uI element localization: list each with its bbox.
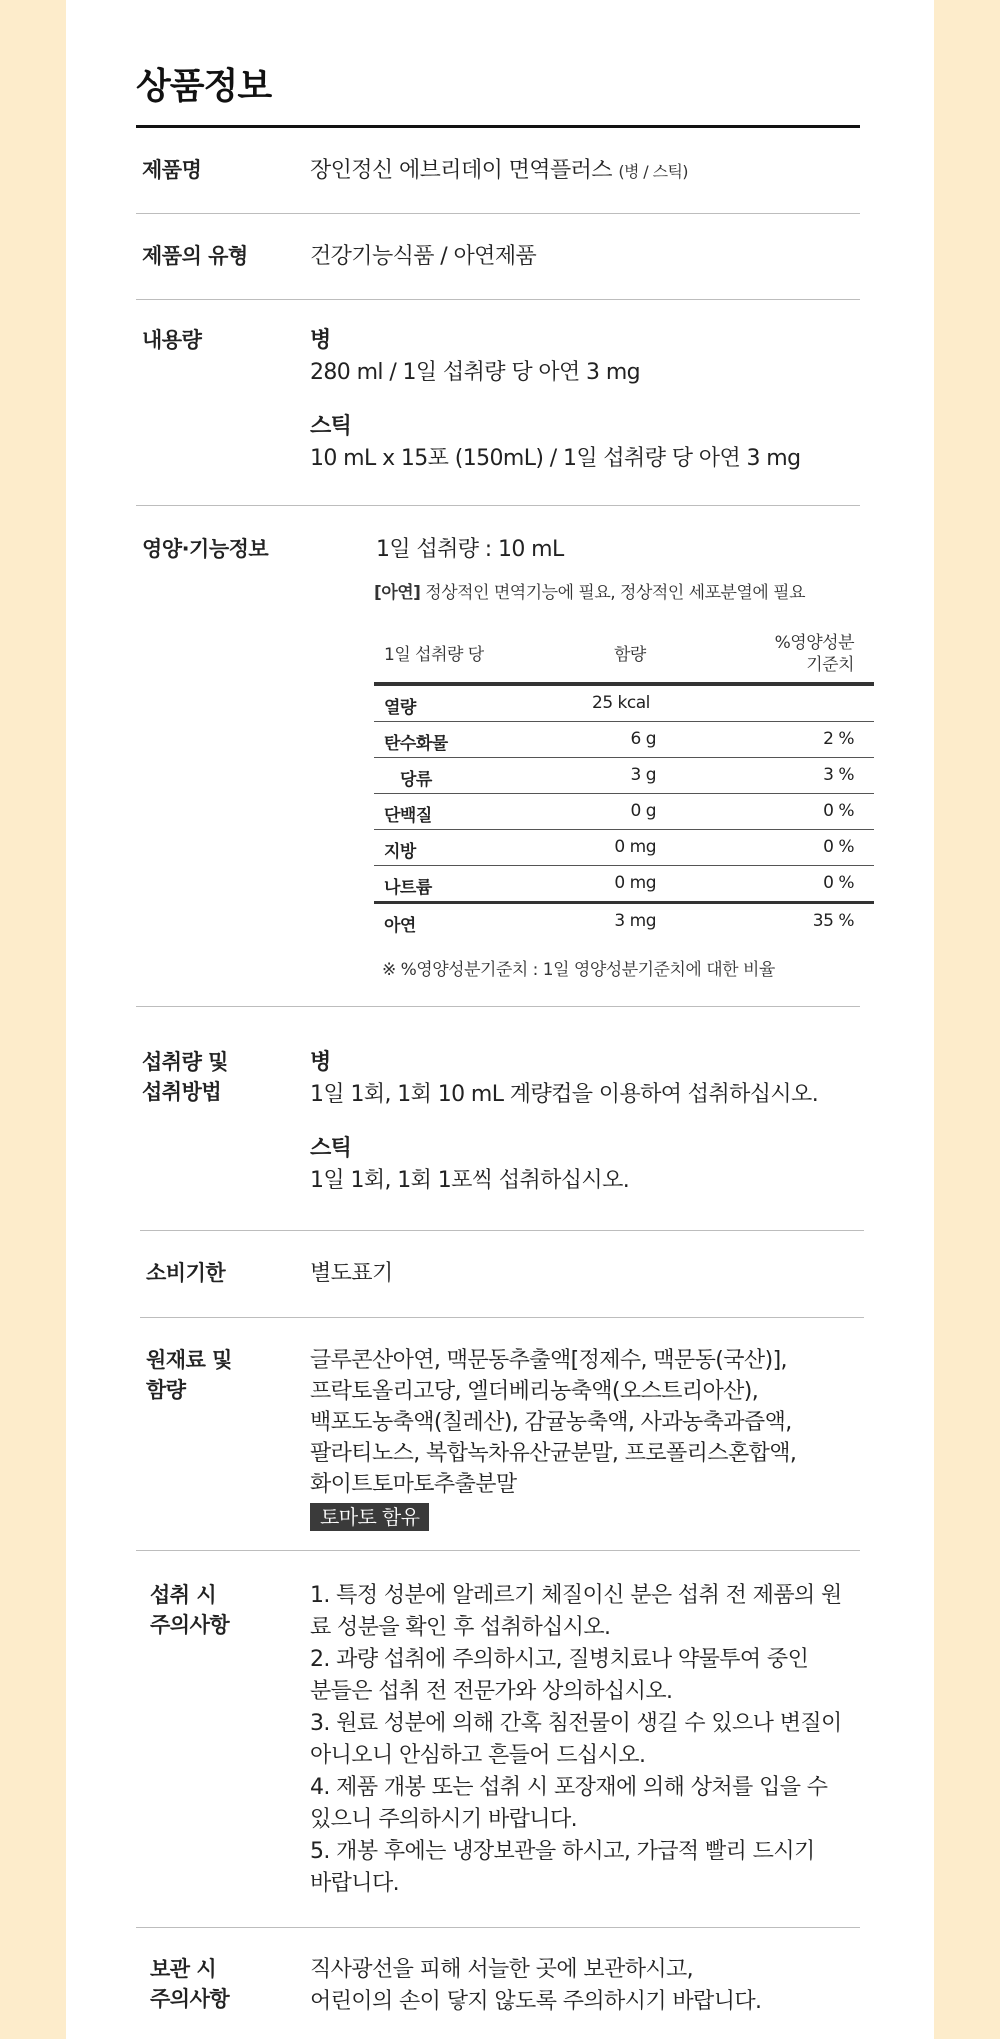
nutrient-amount: 25 kcal — [592, 693, 650, 713]
table-row — [374, 904, 874, 939]
page-title: 상품정보 — [136, 66, 272, 107]
zinc-desc: 정상적인 면역기능에 필요, 정상적인 세포분열에 필요 — [425, 583, 806, 603]
nutrition-footnote: ※ %영양성분기준치 : 1일 영양성분기준치에 대한 비율 — [382, 960, 775, 980]
ingredients-value — [310, 1345, 870, 1533]
intake-label-line1: 섭취량 및 — [142, 1050, 228, 1074]
storage-value — [310, 1954, 870, 2018]
nutrient-name: 당류 — [400, 770, 432, 790]
header-serving: 1일 섭취량 당 — [384, 645, 484, 665]
caution-line: 5. 개봉 후에는 냉장보관을 하시고, 가급적 빨리 드시기 — [310, 1839, 815, 1864]
intake-stick-value: 1일 1회, 1회 1포씩 섭취하십시오. — [310, 1168, 630, 1193]
expiry-label: 소비기한 — [146, 1261, 226, 1285]
ingredient-line: 백포도농축액(칠레산), 감귤농축액, 사과농축과즙액, — [310, 1410, 792, 1435]
divider — [136, 1006, 860, 1007]
divider — [140, 1230, 864, 1231]
ingredients-label — [146, 1345, 232, 1405]
caution-line: 2. 과량 섭취에 주의하시고, 질병치료나 약물투여 중인 — [310, 1647, 809, 1672]
product-name-text: 장인정신 에브리데이 면역플러스 — [310, 158, 612, 183]
table-row — [374, 686, 874, 721]
divider — [136, 1927, 860, 1928]
nutrient-percent: 0 % — [823, 873, 854, 893]
nutrient-percent: 3 % — [823, 765, 854, 785]
ingredient-line: 화이트토마토추출분말 — [310, 1472, 517, 1497]
caution-value — [310, 1580, 870, 1900]
table-row — [374, 866, 874, 901]
header-standard: 기준치 — [806, 655, 854, 675]
product-type-value: 건강기능식품 / 아연제품 — [310, 244, 537, 269]
divider — [136, 505, 860, 506]
nutrition-table-header — [374, 628, 874, 682]
caution-line: 료 성분을 확인 후 섭취하십시오. — [310, 1615, 611, 1640]
caution-line: 4. 제품 개봉 또는 섭취 시 포장재에 의해 상처를 입을 수 — [310, 1775, 828, 1800]
caution-label — [150, 1580, 229, 1640]
info-sheet — [66, 0, 934, 2039]
product-name-sub: (병 / 스틱) — [618, 162, 688, 181]
nutrition-label: 영양·기능정보 — [142, 537, 269, 561]
ingredient-line: 프락토올리고당, 엘더베리농축액(오스트리아산), — [310, 1379, 759, 1404]
product-name-value — [310, 155, 870, 188]
caution-label-line2: 주의사항 — [150, 1613, 230, 1637]
nutrient-percent: 0 % — [823, 837, 854, 857]
nutrient-name: 단백질 — [384, 806, 432, 826]
header-amount: 함량 — [614, 645, 646, 665]
nutrient-name: 아연 — [384, 916, 416, 936]
nutrient-name: 나트륨 — [384, 878, 432, 898]
product-name-label: 제품명 — [142, 158, 202, 182]
allergen-badge: 토마토 함유 — [310, 1503, 429, 1531]
caution-line: 분들은 섭취 전 전문가와 상의하십시오. — [310, 1679, 673, 1704]
nutrient-amount: 0 mg — [614, 837, 656, 857]
nutrient-name: 열량 — [384, 698, 416, 718]
storage-label — [150, 1954, 229, 2014]
caution-line: 아니오니 안심하고 흔들어 드십시오. — [310, 1743, 646, 1768]
intake-value — [310, 1047, 870, 1197]
zinc-tag: [아연] — [374, 583, 421, 603]
caution-line: 1. 특정 성분에 알레르기 체질이신 분은 섭취 전 제품의 원 — [310, 1583, 842, 1608]
intake-label — [142, 1047, 228, 1107]
caution-line: 3. 원료 성분에 의해 간혹 침전물이 생길 수 있으나 변질이 — [310, 1711, 842, 1736]
expiry-value: 별도표기 — [310, 1261, 393, 1286]
storage-label-line2: 주의사항 — [150, 1987, 230, 2011]
divider — [140, 1317, 864, 1318]
table-row — [374, 830, 874, 865]
volume-bottle-value: 280 ml / 1일 섭취량 당 아연 3 mg — [310, 360, 641, 385]
nutrient-amount: 0 mg — [614, 873, 656, 893]
volume-label: 내용량 — [142, 328, 202, 352]
volume-stick-title: 스틱 — [310, 414, 352, 439]
divider — [136, 1550, 860, 1551]
volume-bottle-title: 병 — [310, 328, 331, 353]
zinc-function — [374, 578, 805, 603]
nutrient-amount: 0 g — [630, 801, 656, 821]
intake-bottle-title: 병 — [310, 1050, 331, 1075]
table-row — [374, 722, 874, 757]
intake-bottle-value: 1일 1회, 1회 10 mL 계량컵을 이용하여 섭취하십시오. — [310, 1082, 819, 1107]
divider — [136, 213, 860, 214]
intake-stick-title: 스틱 — [310, 1136, 352, 1161]
volume-value — [310, 325, 870, 475]
nutrition-table — [374, 682, 874, 939]
volume-stick-value: 10 mL x 15포 (150mL) / 1일 섭취량 당 아연 3 mg — [310, 446, 801, 471]
header-percent: %영양성분 — [774, 633, 854, 653]
nutrient-percent: 35 % — [812, 911, 854, 931]
nutrient-percent: 2 % — [823, 729, 854, 749]
intake-label-line2: 섭취방법 — [142, 1080, 222, 1104]
nutrient-amount: 3 mg — [614, 911, 656, 931]
storage-line: 직사광선을 피해 서늘한 곳에 보관하시고, — [310, 1957, 694, 1982]
ingredient-line: 팔라티노스, 복합녹차유산균분말, 프로폴리스혼합액, — [310, 1441, 797, 1466]
nutrient-percent: 0 % — [823, 801, 854, 821]
table-row — [374, 758, 874, 793]
caution-label-line1: 섭취 시 — [150, 1583, 217, 1607]
storage-label-line1: 보관 시 — [150, 1957, 217, 1981]
nutrient-name: 지방 — [384, 842, 416, 862]
nutrient-amount: 3 g — [630, 765, 656, 785]
title-divider — [136, 125, 860, 128]
caution-line: 있으니 주의하시기 바랍니다. — [310, 1807, 578, 1832]
divider — [136, 299, 860, 300]
caution-line: 바랍니다. — [310, 1871, 400, 1896]
ingredients-label-line1: 원재료 및 — [146, 1348, 232, 1372]
storage-line: 어린이의 손이 닿지 않도록 주의하시기 바랍니다. — [310, 1989, 762, 2014]
table-row — [374, 794, 874, 829]
product-type-label: 제품의 유형 — [142, 244, 248, 268]
ingredient-line: 글루콘산아연, 맥문동추출액[정제수, 맥문동(국산)], — [310, 1348, 787, 1373]
nutrition-serving: 1일 섭취량 : 10 mL — [376, 537, 564, 562]
ingredients-label-line2: 함량 — [146, 1378, 186, 1402]
nutrient-name: 탄수화물 — [384, 734, 448, 754]
nutrient-amount: 6 g — [630, 729, 656, 749]
